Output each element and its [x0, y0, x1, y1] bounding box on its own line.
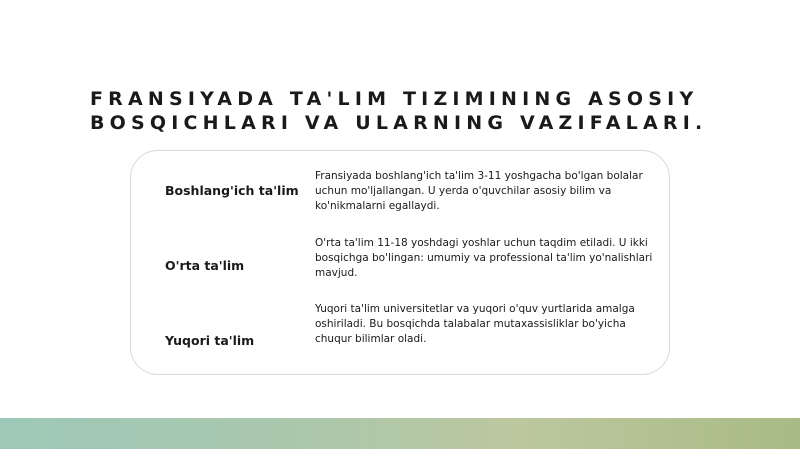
row-label-secondary: O'rta ta'lim	[165, 258, 245, 273]
slide-title-line-2: BOSQICHLARI VA ULARNING VAZIFALARI.	[90, 112, 708, 134]
row-label-higher: Yuqori ta'lim	[165, 333, 255, 348]
slide-title	[90, 87, 707, 135]
row-description-higher: Yuqori ta'lim universitetlar va yuqori o'quv yurtlarida amalga oshiriladi. Bu bosqichda talabalar mutaxassisliklar bo'yicha chuqur bilimlar oladi.	[315, 303, 635, 345]
footer-gradient-strip	[0, 418, 800, 449]
row-description-primary: Fransiyada boshlang'ich ta'lim 3-11 yoshgacha bo'lgan bolalar uchun mo'ljallangan. U yerda o'quvchilar asosiy bilim va ko'nikmalarni egallaydi.	[315, 170, 643, 212]
row-description-secondary: O'rta ta'lim 11-18 yoshdagi yoshlar uchun taqdim etiladi. U ikki bosqichga bo'lingan: umumiy va professional ta'lim yo'nalishlari mavjud.	[315, 237, 653, 279]
slide-title-line-1: FRANSIYADA TA'LIM TIZIMINING ASOSIY	[90, 88, 699, 110]
row-label-primary: Boshlang'ich ta'lim	[165, 183, 299, 198]
